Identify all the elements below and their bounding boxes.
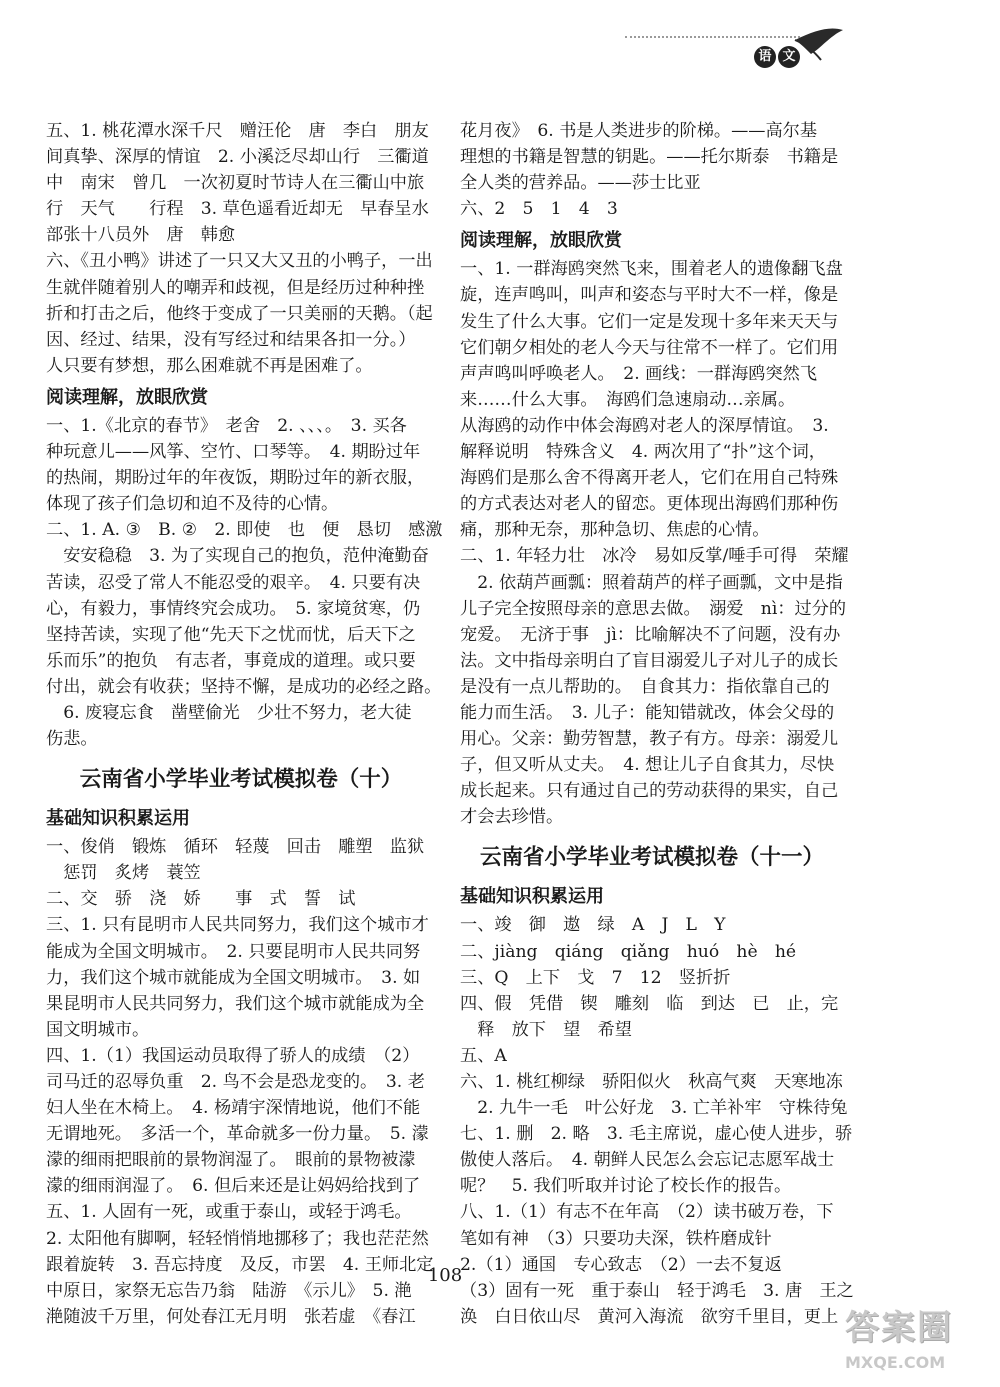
answer-line: 二、1. 年轻力壮 冰冷 易如反掌/唾手可得 荣耀 xyxy=(460,546,849,567)
answer-line: 儿子完全按照母亲的意思去做。 溺爱 nì：过分的 xyxy=(460,598,847,619)
subject-badge xyxy=(754,46,800,68)
subject-badge-char: 语 xyxy=(754,46,776,68)
answer-line: 部张十八员外 唐 韩愈 xyxy=(46,225,236,246)
answer-line: 2.（1）通国 专心致志 （2）一去不复返 xyxy=(460,1254,782,1275)
answer-line: 是没有一点儿帮助的。 自食其力：指依靠自己的 xyxy=(460,676,830,697)
answer-line: 傲使人落后。 4. 朝鲜人民怎么会忘记志愿军战士 xyxy=(460,1150,835,1171)
answer-line: 一、竣 御 遨 绿 A J L Y xyxy=(460,915,726,936)
answer-line: 国文明城市。 xyxy=(46,1019,150,1040)
answer-line: 四、假 凭借 锲 雕刻 临 到达 已 止，完 xyxy=(460,993,839,1014)
answer-line: 才会去珍惜。 xyxy=(460,807,564,828)
exam-title: 云南省小学毕业考试模拟卷（十） xyxy=(79,767,403,793)
answer-line: 呢？ 5. 我们听取并讨论了校长作的报告。 xyxy=(460,1176,792,1197)
answer-line: 二、jiàng qiáng qiǎng huó hè hé xyxy=(460,941,797,962)
exam-title: 云南省小学毕业考试模拟卷（十一） xyxy=(479,845,824,871)
watermark xyxy=(845,1300,993,1380)
answer-line: 痛，那种无奈，那种急切、焦虑的心情。 xyxy=(460,520,770,541)
answer-line: 无谓地死。 多活一个，革命就多一份力量。 5. 濛 xyxy=(46,1124,429,1145)
answer-line: 七、1. 删 2. 略 3. 毛主席说，虚心使人进步，骄 xyxy=(460,1124,853,1145)
answer-line: 心，有毅力，事情终究会成功。 5. 家境贫寒，仍 xyxy=(46,598,421,619)
answer-line: 的方式表达对老人的留恋。更体现出海鸥们那种伤 xyxy=(460,494,839,515)
answer-line: 解释说明 特殊含义 4. 两次用了“扑”这个词， xyxy=(460,442,826,463)
answer-line: 一、1. 一群海鸥突然飞来，围着老人的遗像翻飞盘 xyxy=(460,259,843,280)
answer-line: 司马迁的忍辱负重 2. 鸟不会是恐龙变的。 3. 老 xyxy=(46,1072,425,1092)
answer-line: 人只要有梦想，那么困难就不再是困难了。 xyxy=(46,355,373,376)
watermark-title: 答案圈 xyxy=(845,1308,953,1348)
answer-line: 五、1. 桃花潭水深千尺 赠汪伦 唐 李白 朋友 xyxy=(46,121,429,141)
answer-line: 三、1. 只有昆明市人民共同努力，我们这个城市才 xyxy=(46,915,429,936)
answer-line: 二、1. A. ③ B. ② 2. 即使 也 便 恳切 感激 xyxy=(46,520,443,541)
answer-line: 体现了孩子们急切和迫不及待的心情。 xyxy=(46,494,339,515)
answer-line: 行 天气 行程 3. 草色遥看近却无 早春呈水 xyxy=(46,199,429,220)
answer-line: 释 放下 望 希望 xyxy=(460,1019,632,1040)
answer-line: 生就伴随着别人的嘲弄和歧视，但是经历过种种挫 xyxy=(46,277,425,298)
section-heading: 阅读理解，放眼欣赏 xyxy=(46,386,208,408)
answer-line: 来……什么大事。 海鸥们急速扇动…亲属。 xyxy=(460,389,796,410)
answer-line: 花月夜》 6. 书是人类进步的阶梯。——高尔基 xyxy=(460,121,818,141)
answer-line: 从海鸥的动作中体会海鸥对老人的深厚情谊。 3. xyxy=(460,415,829,436)
answer-line: 用心。父亲：勤劳智慧，教子有方。母亲：溺爱儿 xyxy=(460,729,839,750)
answer-line: 它们朝夕相处的老人今天与往常不一样了。它们用 xyxy=(460,337,839,358)
answer-line: 果昆明市人民共同努力，我们这个城市就能成为全 xyxy=(46,993,425,1014)
answer-line: 三、Q 上下 戈 7 12 竖折折 xyxy=(460,967,731,988)
answer-line: 惩罚 炙烤 蓑笠 xyxy=(46,863,201,884)
answer-line: 子，但又听从丈夫。 4. 想让儿子自食其力，尽快 xyxy=(460,755,835,776)
page-number: 108 xyxy=(427,1265,463,1286)
answer-line: 能力而生活。 3. 儿子：能知错就改，体会父母的 xyxy=(460,702,835,723)
answer-line: 成长起来。只有通过自己的劳动获得的果实，自己 xyxy=(460,781,839,802)
section-heading: 基础知识积累运用 xyxy=(460,886,604,908)
answer-line: 付出，就会有收获；坚持不懈，是成功的必经之路。 xyxy=(46,676,442,697)
answer-line: 声声鸣叫呼唤老人。 2. 画线：一群海鸥突然飞 xyxy=(460,363,818,384)
answer-line: 理想的书籍是智慧的钥匙。——托尔斯泰 书籍是 xyxy=(460,147,839,168)
answer-line: 伤悲。 xyxy=(46,729,98,750)
answer-line: 2. 依葫芦画瓢：照着葫芦的样子画瓢，文中是指 xyxy=(460,572,843,593)
answer-line: 6. 废寝忘食 凿壁偷光 少壮不努力，老大徒 xyxy=(46,702,412,723)
left-column xyxy=(46,118,443,1330)
answer-line: 二、交 骄 浇 娇 事 式 誓 试 xyxy=(46,889,356,910)
answer-line: 能成为全国文明城市。 2. 只要昆明市人民共同努 xyxy=(46,941,421,962)
answer-line: 涣 白日依山尽 黄河入海流 欲穷千里目，更上 xyxy=(460,1306,839,1327)
answer-line: 因、经过、结果，没有写经过和结果各扣一分。） xyxy=(46,329,416,350)
watermark-site: MXQE.COM xyxy=(845,1353,946,1372)
answer-line: 笔如有神 （3）只要功夫深，铁杵磨成针 xyxy=(460,1228,772,1249)
answer-line: 中原日，家祭无忘告乃翁 陆游 《示儿》 5. 滟 xyxy=(46,1280,412,1301)
answer-line: 2. 太阳他有脚啊，轻轻悄悄地挪移了；我也茫茫然 xyxy=(46,1228,429,1249)
leaf-icon xyxy=(625,28,845,88)
answer-line: 力，我们这个城市就能成为全国文明城市。 3. 如 xyxy=(46,967,421,988)
answer-line: 种玩意儿——风筝、空竹、口琴等。 4. 期盼过年 xyxy=(46,442,421,463)
answer-line: 全人类的营养品。——莎士比亚 xyxy=(460,173,701,194)
answer-line: 海鸥们是那么舍不得离开老人，它们在用自己特殊 xyxy=(460,468,839,489)
answer-line: 一、1.《北京的春节》 老舍 2. 、、、。 3. 买各 xyxy=(46,415,407,436)
answer-line: 中 南宋 曾几 一次初夏时节诗人在三衢山中旅 xyxy=(46,173,425,194)
answer-line: 旋，连声鸣叫，叫声和姿态与平时大不一样，像是 xyxy=(460,285,839,306)
answer-line: （3）固有一死 重于泰山 轻于鸿毛 3. 唐 王之 xyxy=(460,1280,854,1301)
answer-line: 濛的细雨把眼前的景物润湿了。 眼前的景物被濛 xyxy=(46,1150,416,1171)
answer-line: 跟着旋转 3. 吾忘持度 及反，市罢 4. 王师北定 xyxy=(46,1254,434,1275)
answer-line: 六、2 5 1 4 3 xyxy=(460,199,618,220)
answer-line: 苦读，忍受了常人不能忍受的艰辛。 4. 只要有决 xyxy=(46,572,421,593)
answer-line: 坚持苦读，实现了他“先天下之忧而忧，后天下之 xyxy=(46,624,416,645)
answer-line: 安安稳稳 3. 为了实现自己的抱负，范仲淹勤奋 xyxy=(46,546,429,567)
answer-line: 间真挚、深厚的情谊 2. 小溪泛尽却山行 三衢道 xyxy=(46,147,429,168)
answer-line: 濛的细雨润湿了。 6. 但后来还是让妈妈给找到了 xyxy=(46,1176,421,1197)
subject-badge-char: 文 xyxy=(778,46,800,68)
section-heading: 阅读理解，放眼欣赏 xyxy=(460,230,622,252)
answer-line: 六、1. 桃红柳绿 骄阳似火 秋高气爽 天寒地冻 xyxy=(460,1072,843,1092)
answer-line: 乐而乐”的抱负 有志者，事竟成的道理。或只要 xyxy=(46,650,416,671)
section-heading: 基础知识积累运用 xyxy=(46,808,190,830)
right-column xyxy=(460,118,854,1330)
answer-line: 五、1. 人固有一死，或重于泰山，或轻于鸿毛。 xyxy=(46,1202,412,1223)
answer-line: 四、1.（1）我国运动员取得了骄人的成绩 （2） xyxy=(46,1045,420,1066)
answer-line: 六、《丑小鸭》讲述了一只又大又丑的小鸭子，一出 xyxy=(46,251,433,272)
answer-line: 发生了什么大事。它们一定是发现十多年来天天与 xyxy=(460,311,839,332)
answer-line: 宠爱。 无济于事 jì：比喻解决不了问题，没有办 xyxy=(460,624,841,645)
answer-line: 滟随波千万里，何处春江无月明 张若虚 《春江 xyxy=(46,1306,416,1327)
answer-line: 的热闹，期盼过年的年夜饭，期盼过年的新衣服， xyxy=(46,468,425,489)
answer-line: 法。文中指母亲明白了盲目溺爱儿子对儿子的成长 xyxy=(460,650,839,671)
answer-line: 八、1.（1）有志不在年高 （2）读书破万卷，下 xyxy=(460,1202,834,1223)
answer-line: 一、俊俏 锻炼 循环 轻蔑 回击 雕塑 监狱 xyxy=(46,837,425,858)
answer-line: 五、A xyxy=(460,1045,507,1066)
answer-line: 2. 九牛一毛 叶公好龙 3. 亡羊补牢 守株待兔 xyxy=(460,1098,848,1119)
answer-line: 妇人坐在木椅上。 4. 杨靖宇深情地说，他们不能 xyxy=(46,1098,421,1119)
answer-line: 折和打击之后，他终于变成了一只美丽的天鹅。（起 xyxy=(46,303,433,324)
